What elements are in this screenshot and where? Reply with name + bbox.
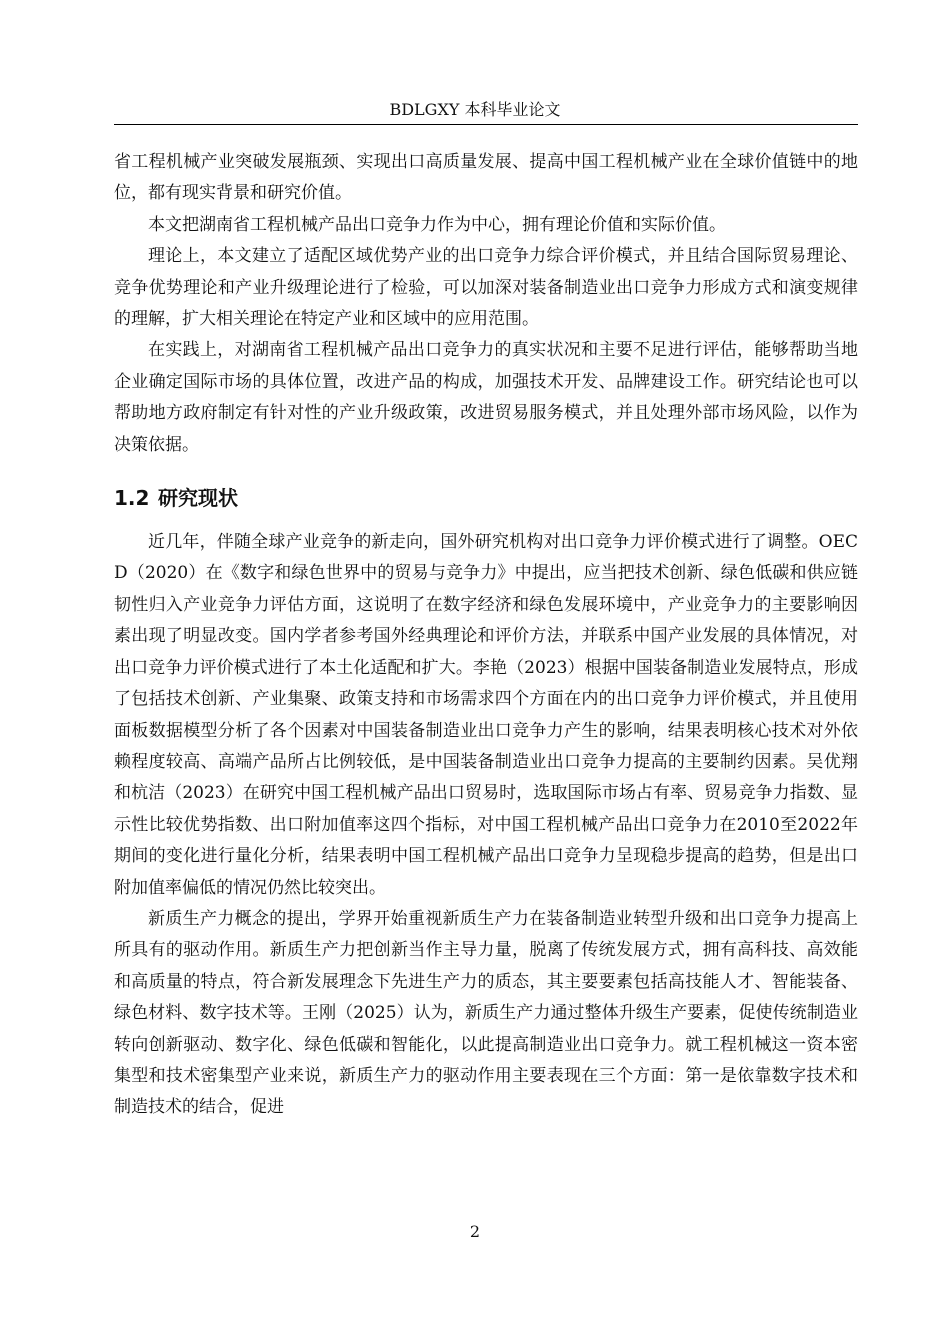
paragraph: 近几年，伴随全球产业竞争的新走向，国外研究机构对出口竞争力评价模式进行了调整。OECD（2020）在《数字和绿色世界中的贸易与竞争力》中提出，应当把技术创新、绿色低碳和供应链韧性归入产业竞争力评估方面，这说明了在数字经济和绿色发展环境中，产业竞争力的主要影响因素出现了明显改变。国内学者参考国外经典理论和评价方法，并联系中国产业发展的具体情况，对出口竞争力评价模式进行了本土化适配和扩大。李艳（2023）根据中国装备制造业发展特点，形成了包括技术创新、产业集聚、政策支持和市场需求四个方面在内的出口竞争力评价模式，并且使用面板数据模型分析了各个因素对中国装备制造业出口竞争力产生的影响，结果表明核心技术对外依赖程度较高、高端产品所占比例较低，是中国装备制造业出口竞争力提高的主要制约因素。吴优翔和杭洁（2023）在研究中国工程机械产品出口贸易时，选取国际市场占有率、贸易竞争力指数、显示性比较优势指数、出口附加值率这四个指标，对中国工程机械产品出口竞争力在2010至2022年期间的变化进行量化分析，结果表明中国工程机械产品出口竞争力呈现稳步提高的趋势，但是出口附加值率偏低的情况仍然比较突出。	[114, 532, 858, 898]
section-title: 研究现状	[158, 486, 238, 511]
section-number: 1.2	[114, 486, 150, 511]
paragraph-continued: 省工程机械产业突破发展瓶颈、实现出口高质量发展、提高中国工程机械产业在全球价值链中的地位，都有现实背景和研究价值。	[114, 152, 858, 204]
header-rule	[114, 124, 858, 125]
running-header: BDLGXY 本科毕业论文	[389, 100, 561, 119]
body-text	[114, 147, 858, 1124]
paragraph: 新质生产力概念的提出，学界开始重视新质生产力在装备制造业转型升级和出口竞争力提高上所具有的驱动作用。新质生产力把创新当作主导力量，脱离了传统发展方式，拥有高科技、高效能和高质量的特点，符合新发展理念下先进生产力的质态，其主要要素包括高技能人才、智能装备、绿色材料、数字技术等。王刚（2025）认为，新质生产力通过整体升级生产要素，促使传统制造业转向创新驱动、数字化、绿色低碳和智能化，以此提高制造业出口竞争力。就工程机械这一资本密集型和技术密集型产业来说，新质生产力的驱动作用主要表现在三个方面：第一是依靠数字技术和制造技术的结合，促进	[114, 908, 858, 1118]
paragraph: 本文把湖南省工程机械产品出口竞争力作为中心，拥有理论价值和实际价值。	[148, 214, 726, 235]
page-number: 2	[469, 1222, 481, 1241]
paragraph: 在实践上，对湖南省工程机械产品出口竞争力的真实状况和主要不足进行评估，能够帮助当地企业确定国际市场的具体位置，改进产品的构成，加强技术开发、品牌建设工作。研究结论也可以帮助地方政府制定有针对性的产业升级政策，改进贸易服务模式，并且处理外部市场风险，以作为决策依据。	[114, 340, 858, 455]
paragraph: 理论上，本文建立了适配区域优势产业的出口竞争力综合评价模式，并且结合国际贸易理论、竞争优势理论和产业升级理论进行了检验，可以加深对装备制造业出口竞争力形成方式和演变规律的理解，扩大相关理论在特定产业和区域中的应用范围。	[114, 246, 858, 330]
section-heading	[114, 483, 858, 513]
